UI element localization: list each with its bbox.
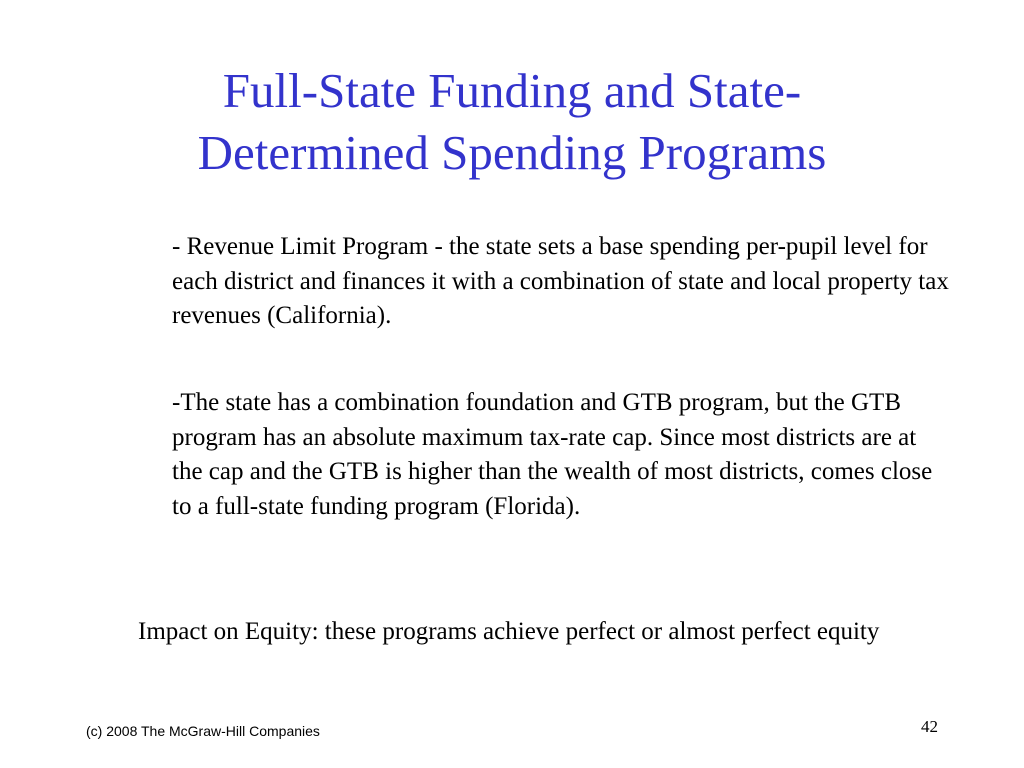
page-number: 42 (921, 717, 938, 736)
main-point-impact-on-equity: Impact on Equity: these programs achieve perfect or almost perfect equity (138, 618, 880, 645)
slide-title-line-2: Determined Spending Programs (197, 125, 827, 180)
slide-title-line-1: Full-State Funding and State- (222, 63, 802, 118)
sub-point-revenue-limit: - Revenue Limit Program - the state sets a base spending per-pupil level for each district and finances it with a combination of state and local property tax revenues (California). (172, 233, 949, 329)
slide-title (60, 60, 964, 184)
sub-point-gtb-program: -The state has a combination foundation and GTB program, but the GTB program has an absolute maximum tax-rate cap. Since most districts are at the cap and the GTB is higher than the wealth of most districts, comes close to a full-state funding program (Florida). (172, 389, 933, 520)
footer-copyright: (c) 2008 The McGraw-Hill Companies (86, 723, 320, 739)
